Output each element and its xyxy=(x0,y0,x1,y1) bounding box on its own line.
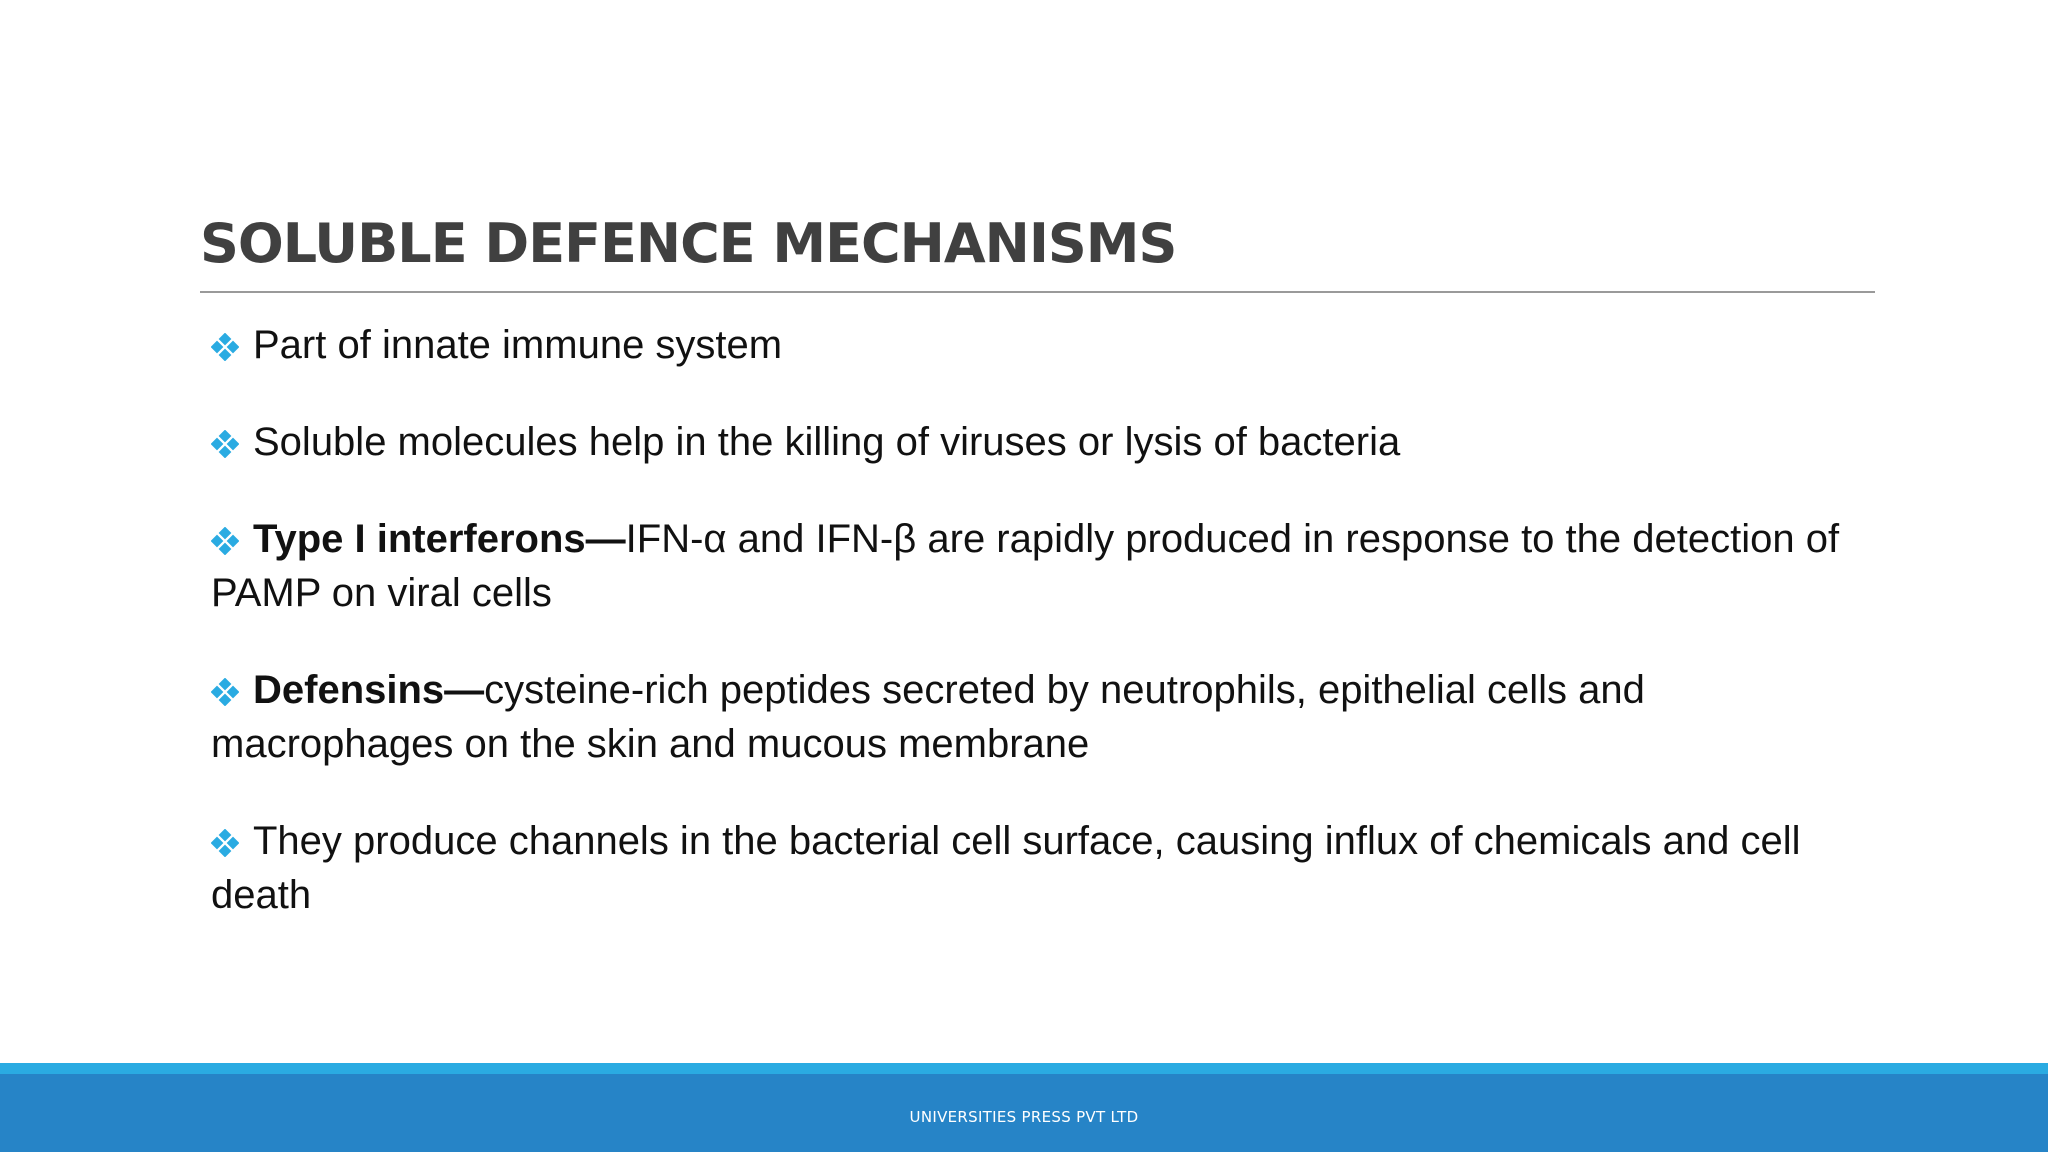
bullet-text: Part of innate immune system xyxy=(253,323,783,367)
bullet-item xyxy=(200,415,1880,469)
bullet-term: Type I interferons— xyxy=(253,517,626,561)
diamond-bullet-icon xyxy=(211,430,239,458)
diamond-bullet-icon xyxy=(211,333,239,361)
footer-publisher: UNIVERSITIES PRESS PVT LTD xyxy=(909,1108,1139,1126)
slide-title: SOLUBLE DEFENCE MECHANISMS xyxy=(200,212,1177,275)
title-divider xyxy=(200,291,1875,293)
bullet-item xyxy=(200,512,1880,620)
bullet-text: They produce channels in the bacterial cell surface, causing influx of chemicals and cell death xyxy=(211,819,1801,917)
footer-stripe xyxy=(0,1063,2048,1074)
bullet-item xyxy=(200,814,1880,922)
diamond-bullet-icon xyxy=(211,527,239,555)
bullet-item xyxy=(200,318,1880,372)
bullet-text: Soluble molecules help in the killing of viruses or lysis of bacteria xyxy=(253,420,1401,464)
diamond-bullet-icon xyxy=(211,678,239,706)
bullet-term: Defensins— xyxy=(253,668,485,712)
bullet-text: cysteine-rich peptides secreted by neutrophils, epithelial cells and macrophages on the skin and mucous membrane xyxy=(211,668,1645,766)
bullet-list xyxy=(200,318,1880,965)
bullet-item xyxy=(200,663,1880,771)
diamond-bullet-icon xyxy=(211,829,239,857)
bullet-text: IFN-α and IFN-β are rapidly produced in response to the detection of PAMP on viral cells xyxy=(211,517,1840,615)
